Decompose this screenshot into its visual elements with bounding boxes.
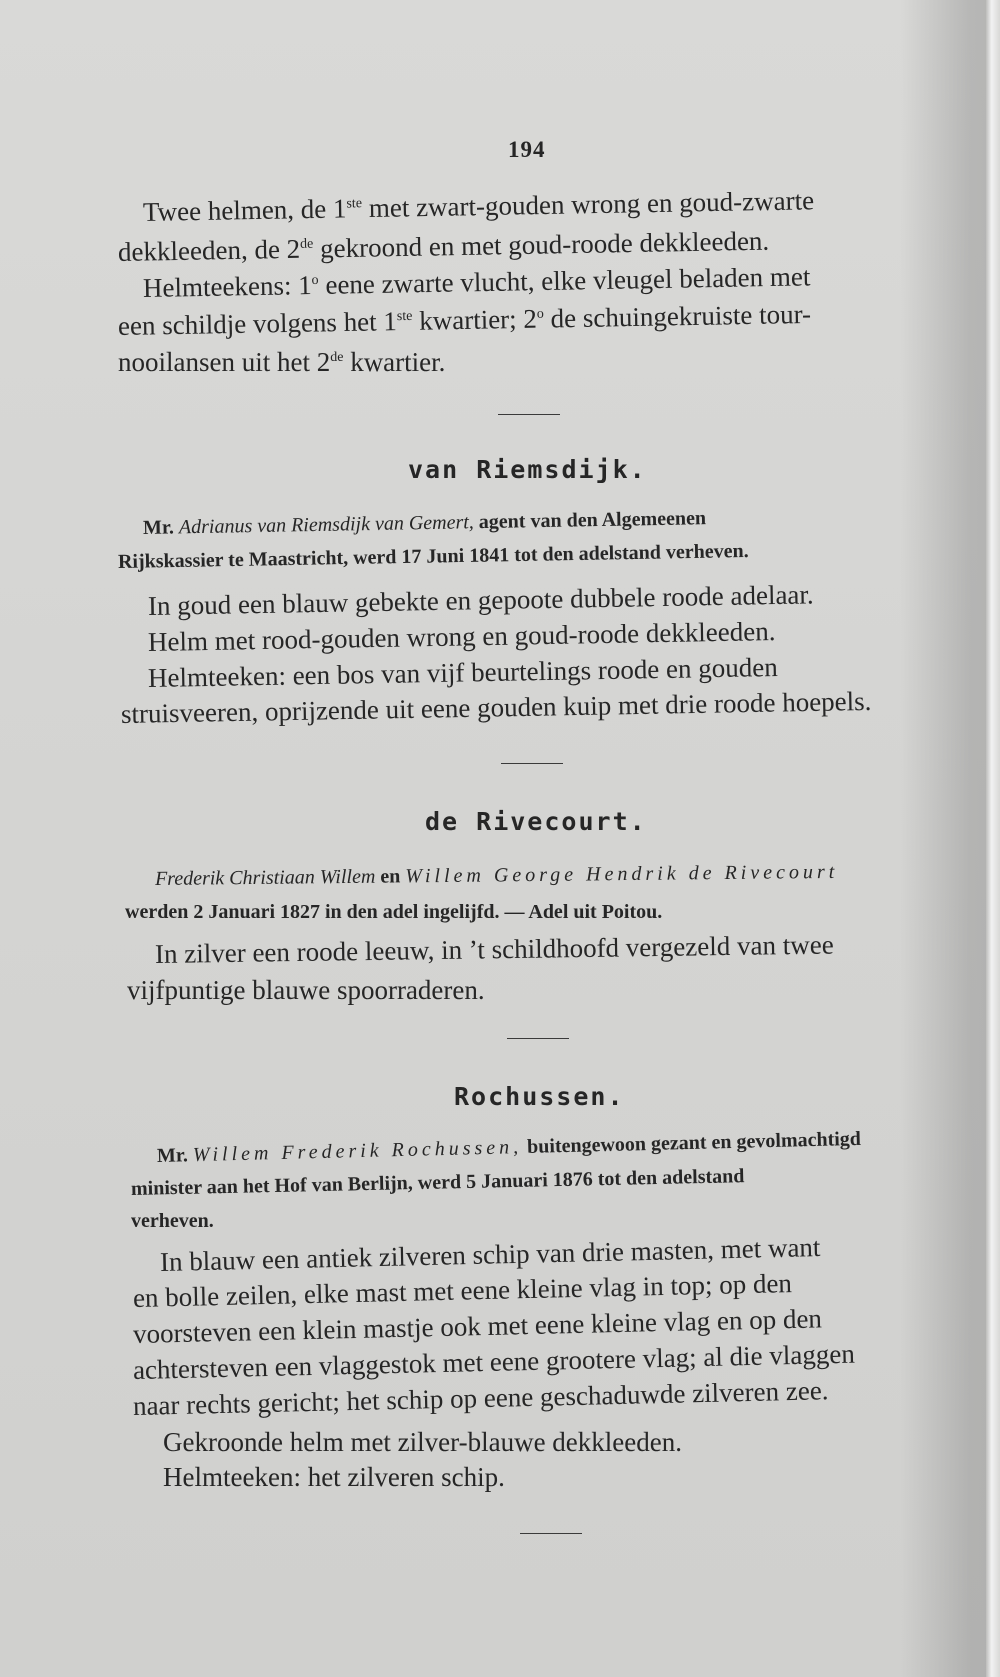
person-names-1: Frederik Christiaan Willem [154,865,376,890]
riemsdijk-intro-line-1 [143,505,706,541]
page-number: 194 [508,137,546,162]
person-role: buitengewoon gezant en gevolmachtigd [526,1127,862,1158]
section-title-rochussen: Rochussen. [454,1082,625,1111]
intro-line-3: Helmteekens: 1$^o$ eene zwarte vlucht, elke vleugel beladen met [142,261,811,303]
intro-line-1: Twee helmen, de 1ste met zwart-gouden wrong en goud-zwarte [142,185,815,227]
rochussen-body-line-2: en bolle zeilen, elke mast met eene kleine vlag in top; op den [132,1268,793,1313]
rivecourt-intro-line-2: werden 2 Januari 1827 in den adel ingelijfd. — Adel uit Poitou. [125,901,663,923]
title-prefix: Mr. [142,516,175,539]
person-names-2: Willem George Hendrik de Rivecourt [405,860,839,888]
rochussen-intro-line-2: minister aan het Hof van Berlijn, werd 5 Januari 1876 tot den adelstand [130,1165,745,1200]
intro-line-4: een schildje volgens het 1ste kwartier; 2$^o$ de schuingekruiste tour- [117,298,812,341]
rivecourt-body-line-1: In zilver een roode leeuw, in ’t schildhoofd vergezeld van twee [154,929,834,969]
rochussen-body-line-3: voorsteven een klein mastje ook met eene kleine vlag en op den [132,1303,823,1349]
rochussen-intro-line-1 [157,1126,862,1169]
intro-line-5: nooilansen uit het 2de kwartier. [118,347,446,377]
riemsdijk-body-line-3: Helmteeken: een bos van vijf beurtelings roode en gouden [147,652,778,693]
page-spine-shadow [986,0,1000,1677]
section-divider-3 [507,1038,569,1039]
intro-line-2: dekkleeden, de 2de gekroond en met goud-roode dekkleeden. [117,225,770,267]
conjunction: en [380,865,401,888]
rochussen-body-line-7: Helmteeken: het zilveren schip. [163,1462,505,1492]
person-role: agent van den Algemeenen [478,507,707,534]
rochussen-body-line-5: naar rechts gericht; het schip op eene geschaduwde zilveren zee. [132,1375,829,1421]
rochussen-body-line-1: In blauw een antiek zilveren schip van drie masten, met want [159,1232,821,1277]
riemsdijk-body-line-2: Helm met rood-gouden wrong en goud-roode dekkleeden. [147,616,776,657]
title-prefix: Mr. [156,1144,189,1167]
riemsdijk-body-line-4: struisveeren, oprijzende uit eene gouden kuip met drie roode hoepels. [120,685,872,729]
rochussen-intro-line-3: verheven. [131,1210,214,1232]
person-name: Adrianus van Riemsdijk van Gemert, [178,511,475,539]
riemsdijk-body-line-1: In goud een blauw gebekte en gepoote dubbele roode adelaar. [147,579,814,621]
section-title-rivecourt: de Rivecourt. [425,807,647,836]
person-name: Willem Frederik Rochussen, [192,1136,523,1167]
rivecourt-body-line-2: vijfpuntige blauwe spoorraderen. [127,975,485,1005]
section-title-riemsdijk: van Riemsdijk. [408,455,647,484]
section-divider-1 [498,414,560,415]
riemsdijk-intro-line-2: Rijkskassier te Maastricht, werd 17 Juni 1841 tot den adelstand verheven. [117,539,749,573]
section-divider-4 [520,1533,582,1534]
rivecourt-intro-line-1 [155,859,839,892]
section-divider-2 [501,763,563,764]
rochussen-body-line-4: achtersteven een vlaggestok met eene grootere vlag; al die vlaggen [132,1338,856,1385]
rochussen-body-line-6: Gekroonde helm met zilver-blauwe dekkleeden. [163,1427,682,1457]
